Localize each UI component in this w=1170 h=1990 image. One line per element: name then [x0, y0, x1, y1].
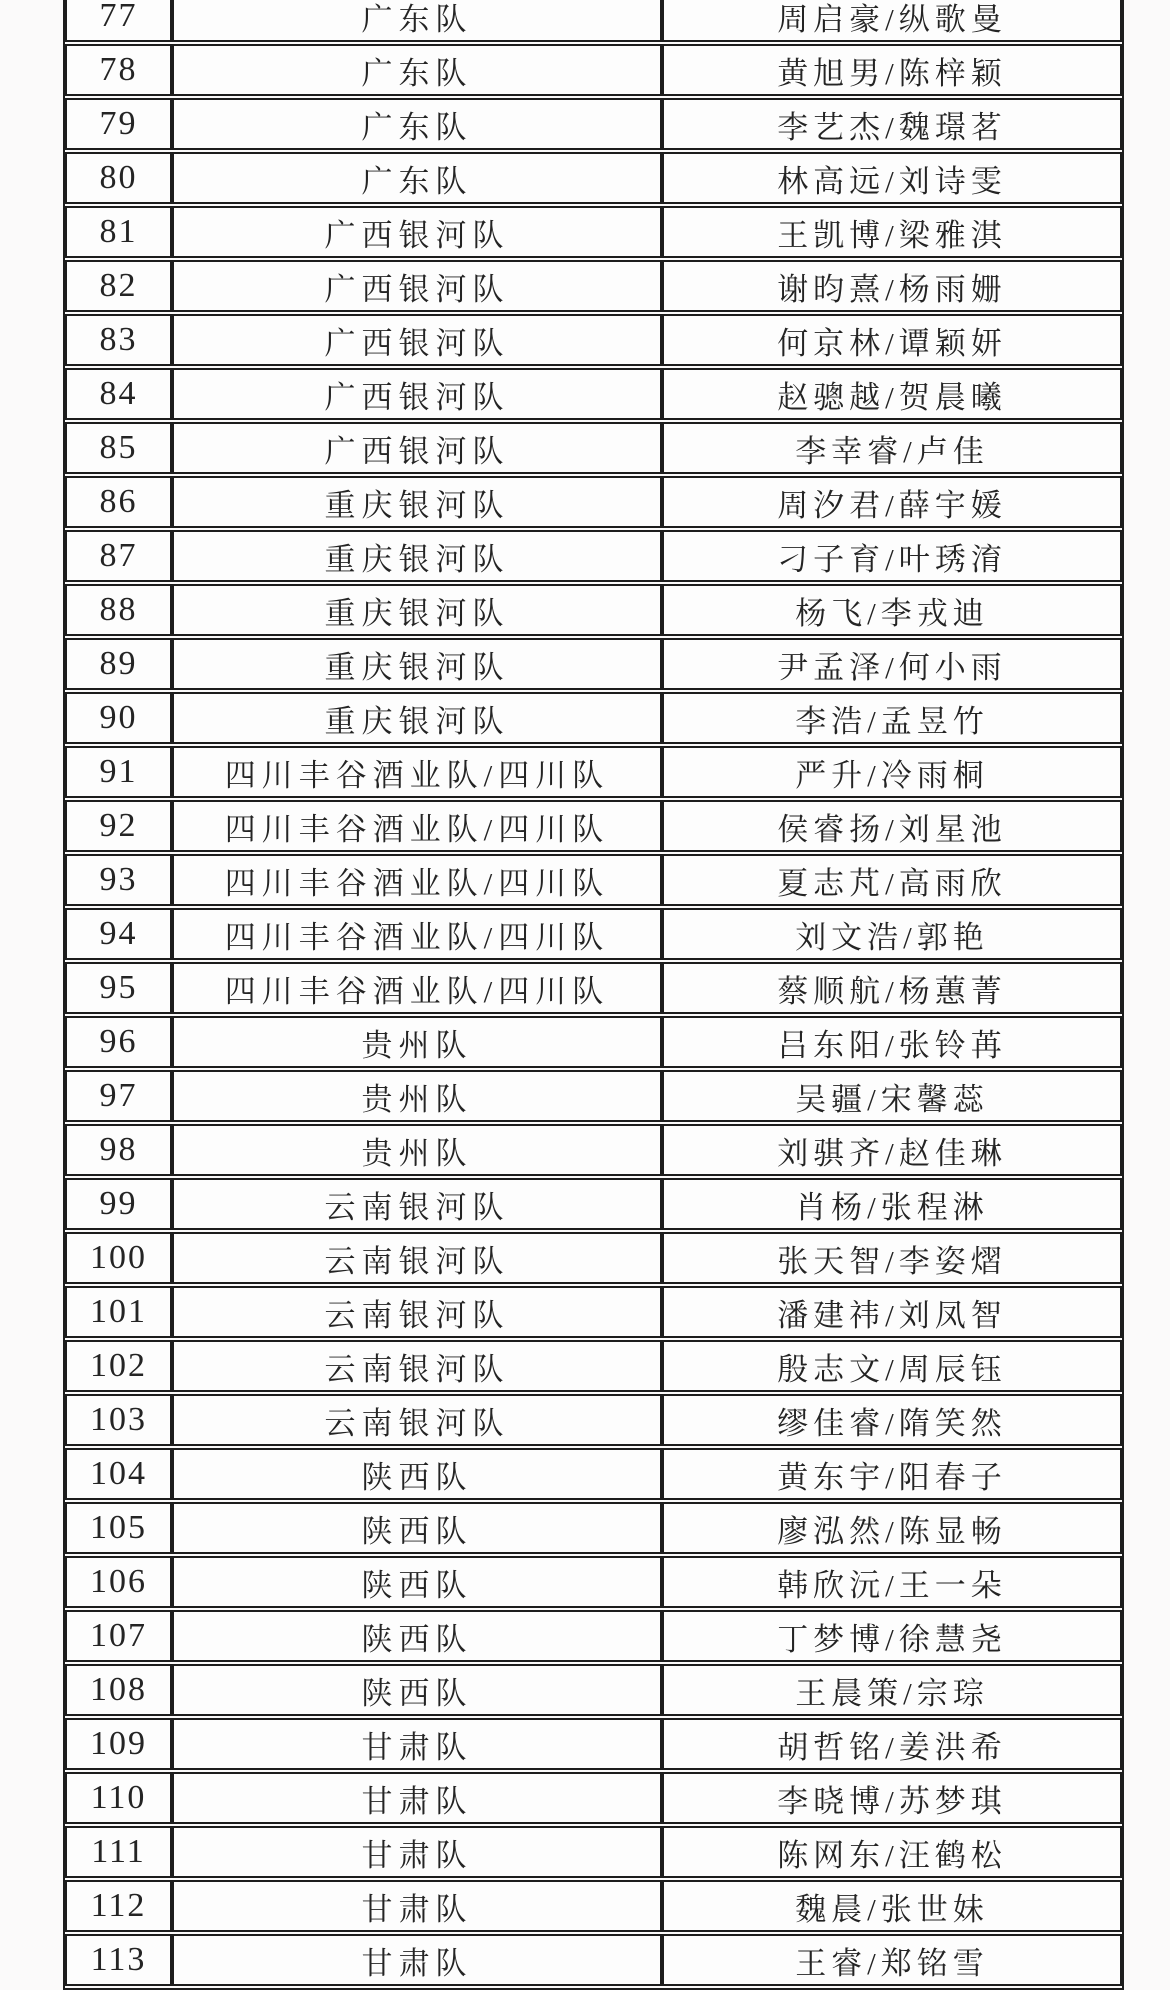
entry-number-cell: 103 [65, 1394, 172, 1446]
player-pair-cell: 谢昀熹/杨雨姗 [662, 260, 1122, 312]
table-row [65, 0, 1122, 42]
team-name-cell: 云南银河队 [172, 1178, 662, 1230]
table-row [65, 1934, 1122, 1986]
entry-number-cell: 82 [65, 260, 172, 312]
table-row [65, 1178, 1122, 1230]
team-name-cell: 广东队 [172, 0, 662, 42]
entry-number-cell: 95 [65, 962, 172, 1014]
entry-number-cell: 104 [65, 1448, 172, 1500]
table-row [65, 908, 1122, 960]
table-row [65, 1124, 1122, 1176]
player-pair-cell: 严升/冷雨桐 [662, 746, 1122, 798]
team-name-cell: 甘肃队 [172, 1718, 662, 1770]
team-name-cell: 陕西队 [172, 1502, 662, 1554]
player-pair-cell: 侯睿扬/刘星池 [662, 800, 1122, 852]
player-pair-cell: 张天智/李姿熠 [662, 1232, 1122, 1284]
entry-number-cell: 84 [65, 368, 172, 420]
entry-number-cell: 92 [65, 800, 172, 852]
entry-number-cell: 77 [65, 0, 172, 42]
entry-number-cell: 110 [65, 1772, 172, 1824]
entry-number-cell: 87 [65, 530, 172, 582]
team-name-cell: 重庆银河队 [172, 476, 662, 528]
entry-number-cell: 112 [65, 1880, 172, 1932]
entry-number-cell: 90 [65, 692, 172, 744]
player-pair-cell: 廖泓然/陈显畅 [662, 1502, 1122, 1554]
player-pair-cell: 韩欣沅/王一朵 [662, 1556, 1122, 1608]
table-row [65, 260, 1122, 312]
entry-number-cell: 98 [65, 1124, 172, 1176]
entry-number-cell: 105 [65, 1502, 172, 1554]
team-name-cell: 甘肃队 [172, 1826, 662, 1878]
player-pair-cell: 林高远/刘诗雯 [662, 152, 1122, 204]
table-row [65, 314, 1122, 366]
entry-number-cell: 113 [65, 1934, 172, 1986]
player-pair-cell: 黄东宇/阳春子 [662, 1448, 1122, 1500]
team-name-cell: 重庆银河队 [172, 692, 662, 744]
table-row [65, 746, 1122, 798]
table-row [65, 692, 1122, 744]
player-pair-cell: 周启豪/纵歌曼 [662, 0, 1122, 42]
table-row [65, 476, 1122, 528]
table-row [65, 1610, 1122, 1662]
table-row [65, 638, 1122, 690]
team-name-cell: 四川丰谷酒业队/四川队 [172, 908, 662, 960]
player-pair-cell: 吕东阳/张铃苒 [662, 1016, 1122, 1068]
pairs-table [63, 0, 1124, 1990]
entry-number-cell: 111 [65, 1826, 172, 1878]
table-row [65, 962, 1122, 1014]
player-pair-cell: 李晓博/苏梦琪 [662, 1772, 1122, 1824]
team-name-cell: 广西银河队 [172, 422, 662, 474]
entry-number-cell: 81 [65, 206, 172, 258]
table-row [65, 1232, 1122, 1284]
team-name-cell: 陕西队 [172, 1448, 662, 1500]
table-row [65, 1340, 1122, 1392]
table-row [65, 1664, 1122, 1716]
table-row [65, 1880, 1122, 1932]
team-name-cell: 四川丰谷酒业队/四川队 [172, 854, 662, 906]
player-pair-cell: 黄旭男/陈梓颖 [662, 44, 1122, 96]
player-pair-cell: 陈网东/汪鹤松 [662, 1826, 1122, 1878]
entry-number-cell: 78 [65, 44, 172, 96]
team-name-cell: 云南银河队 [172, 1232, 662, 1284]
entry-number-cell: 102 [65, 1340, 172, 1392]
player-pair-cell: 吴疆/宋馨蕊 [662, 1070, 1122, 1122]
table-row [65, 854, 1122, 906]
player-pair-cell: 王凯博/梁雅淇 [662, 206, 1122, 258]
table-row [65, 152, 1122, 204]
team-name-cell: 广东队 [172, 152, 662, 204]
team-name-cell: 广西银河队 [172, 206, 662, 258]
table-row [65, 1394, 1122, 1446]
entry-number-cell: 79 [65, 98, 172, 150]
team-name-cell: 重庆银河队 [172, 638, 662, 690]
entry-number-cell: 100 [65, 1232, 172, 1284]
table-row [65, 44, 1122, 96]
player-pair-cell: 刘文浩/郭艳 [662, 908, 1122, 960]
team-name-cell: 广西银河队 [172, 314, 662, 366]
entry-number-cell: 97 [65, 1070, 172, 1122]
team-name-cell: 陕西队 [172, 1610, 662, 1662]
team-name-cell: 四川丰谷酒业队/四川队 [172, 962, 662, 1014]
table-row [65, 1016, 1122, 1068]
player-pair-cell: 蔡顺航/杨蕙菁 [662, 962, 1122, 1014]
entry-number-cell: 101 [65, 1286, 172, 1338]
entry-number-cell: 93 [65, 854, 172, 906]
player-pair-cell: 李艺杰/魏璟茗 [662, 98, 1122, 150]
table-row [65, 530, 1122, 582]
table-row [65, 1772, 1122, 1824]
team-name-cell: 甘肃队 [172, 1772, 662, 1824]
team-name-cell: 广东队 [172, 44, 662, 96]
team-name-cell: 四川丰谷酒业队/四川队 [172, 800, 662, 852]
table-row [65, 1286, 1122, 1338]
team-name-cell: 云南银河队 [172, 1286, 662, 1338]
entry-number-cell: 88 [65, 584, 172, 636]
player-pair-cell: 缪佳睿/隋笑然 [662, 1394, 1122, 1446]
table-row [65, 368, 1122, 420]
entry-number-cell: 85 [65, 422, 172, 474]
table-body [65, 0, 1122, 1986]
table-row [65, 800, 1122, 852]
player-pair-cell: 王晨策/宗琮 [662, 1664, 1122, 1716]
entry-number-cell: 108 [65, 1664, 172, 1716]
player-pair-cell: 丁梦博/徐慧尧 [662, 1610, 1122, 1662]
player-pair-cell: 刘骐齐/赵佳琳 [662, 1124, 1122, 1176]
team-name-cell: 贵州队 [172, 1070, 662, 1122]
team-name-cell: 云南银河队 [172, 1340, 662, 1392]
entry-number-cell: 109 [65, 1718, 172, 1770]
player-pair-cell: 胡哲铭/姜洪希 [662, 1718, 1122, 1770]
team-name-cell: 广西银河队 [172, 260, 662, 312]
team-name-cell: 广东队 [172, 98, 662, 150]
player-pair-cell: 刁子育/叶琇淯 [662, 530, 1122, 582]
entry-number-cell: 91 [65, 746, 172, 798]
player-pair-cell: 殷志文/周辰钰 [662, 1340, 1122, 1392]
table-row [65, 1502, 1122, 1554]
player-pair-cell: 潘建祎/刘凤智 [662, 1286, 1122, 1338]
team-name-cell: 陕西队 [172, 1664, 662, 1716]
table-row [65, 1826, 1122, 1878]
entry-number-cell: 86 [65, 476, 172, 528]
team-name-cell: 贵州队 [172, 1124, 662, 1176]
table-row [65, 98, 1122, 150]
player-pair-cell: 王睿/郑铭雪 [662, 1934, 1122, 1986]
team-name-cell: 四川丰谷酒业队/四川队 [172, 746, 662, 798]
table-row [65, 422, 1122, 474]
entry-number-cell: 89 [65, 638, 172, 690]
team-name-cell: 贵州队 [172, 1016, 662, 1068]
player-pair-cell: 肖杨/张程淋 [662, 1178, 1122, 1230]
team-name-cell: 甘肃队 [172, 1934, 662, 1986]
team-name-cell: 云南银河队 [172, 1394, 662, 1446]
team-name-cell: 甘肃队 [172, 1880, 662, 1932]
team-name-cell: 重庆银河队 [172, 584, 662, 636]
table-row [65, 1718, 1122, 1770]
player-pair-cell: 李幸睿/卢佳 [662, 422, 1122, 474]
table-row [65, 584, 1122, 636]
table-row [65, 1556, 1122, 1608]
table-row [65, 206, 1122, 258]
player-pair-cell: 李浩/孟昱竹 [662, 692, 1122, 744]
entry-number-cell: 80 [65, 152, 172, 204]
entry-number-cell: 106 [65, 1556, 172, 1608]
team-name-cell: 陕西队 [172, 1556, 662, 1608]
team-name-cell: 重庆银河队 [172, 530, 662, 582]
entry-number-cell: 99 [65, 1178, 172, 1230]
entry-number-cell: 83 [65, 314, 172, 366]
player-pair-cell: 尹孟泽/何小雨 [662, 638, 1122, 690]
entry-number-cell: 96 [65, 1016, 172, 1068]
player-pair-cell: 周汐君/薛宇媛 [662, 476, 1122, 528]
table-row [65, 1070, 1122, 1122]
table-row [65, 1448, 1122, 1500]
entry-number-cell: 107 [65, 1610, 172, 1662]
player-pair-cell: 夏志芃/高雨欣 [662, 854, 1122, 906]
team-name-cell: 广西银河队 [172, 368, 662, 420]
player-pair-cell: 杨飞/李戎迪 [662, 584, 1122, 636]
entry-number-cell: 94 [65, 908, 172, 960]
player-pair-cell: 何京林/谭颖妍 [662, 314, 1122, 366]
player-pair-cell: 赵骢越/贺晨曦 [662, 368, 1122, 420]
player-pair-cell: 魏晨/张世妹 [662, 1880, 1122, 1932]
